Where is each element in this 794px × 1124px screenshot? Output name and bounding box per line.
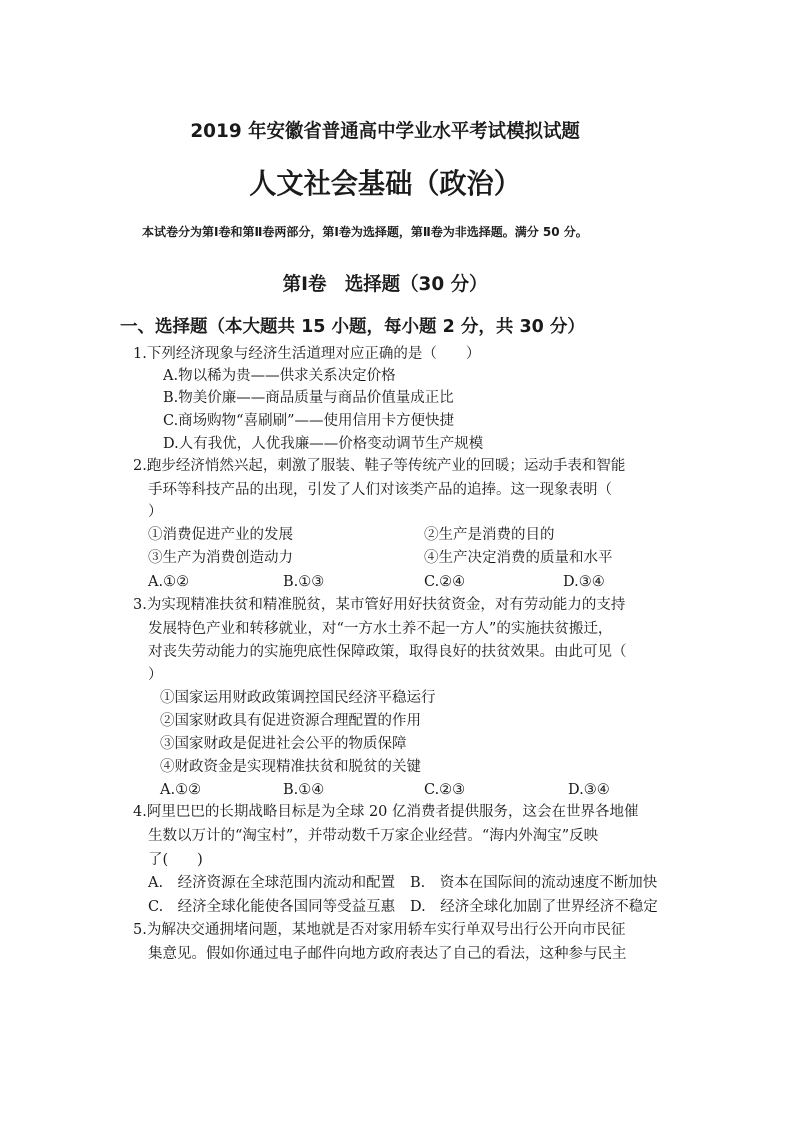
part-heading: 一、选择题（本大题共 15 小题，每小题 2 分，共 30 分） [120, 317, 585, 337]
question-2-option-d: D.③④ [563, 574, 605, 590]
question-4-option-b: B. 资本在国际间的流动速度不断加快 [410, 875, 658, 891]
question-5-stem-line-2: 集意见。假如你通过电子邮件向地方政府表达了自己的看法，这种参与民主 [148, 946, 627, 962]
question-3-statement-2: ②国家财政具有促进资源合理配置的作用 [160, 713, 421, 729]
question-1-option-c: C.商场购物“喜刷刷”——使用信用卡方便快捷 [163, 413, 455, 429]
question-4-stem-line-1: 4.阿里巴巴的长期战略目标是为全球 20 亿消费者提供服务，这会在世界各地催 [133, 804, 639, 820]
question-4-option-d: D. 经济全球化加剧了世界经济不稳定 [410, 899, 658, 915]
question-2-statement-2: ②生产是消费的目的 [424, 527, 555, 543]
question-2-option-a: A.①② [148, 574, 190, 590]
question-2-option-b: B.①③ [283, 574, 325, 590]
question-2-statement-1: ①消费促进产业的发展 [148, 527, 293, 543]
question-3-option-d: D.③④ [568, 782, 610, 798]
question-3-stem-line-3: 对丧失劳动能力的实施兜底性保障政策，取得良好的扶贫效果。由此可见（ [148, 644, 627, 660]
question-1-option-d: D.人有我优，人优我廉——价格变动调节生产规模 [163, 436, 484, 452]
question-2-option-c: C.②④ [424, 574, 466, 590]
question-4-stem-line-3: 了( ) [148, 852, 203, 868]
question-3-option-b: B.①④ [283, 782, 325, 798]
question-1-option-b: B.物美价廉——商品质量与商品价值量成正比 [163, 390, 454, 406]
question-3-statement-3: ③国家财政是促进社会公平的物质保障 [160, 736, 407, 752]
exam-subject: 人文社会基础（政治） [249, 167, 521, 200]
question-4-option-c: C. 经济全球化能使各国同等受益互惠 [148, 899, 396, 915]
question-2-stem-line-3: ） [148, 504, 163, 520]
question-2-stem-line-2: 手环等科技产品的出现，引发了人们对该类产品的追捧。这一现象表明（ [148, 482, 612, 498]
question-3-statement-4: ④财政资金是实现精准扶贫和脱贫的关键 [160, 759, 421, 775]
question-4-option-a: A. 经济资源在全球范围内流动和配置 [148, 875, 396, 891]
question-1-option-a: A.物以稀为贵——供求关系决定价格 [163, 368, 396, 384]
question-2-stem-line-1: 2.跑步经济悄然兴起，刺激了服装、鞋子等传统产业的回暖；运动手表和智能 [133, 458, 626, 474]
question-1-stem: 1.下列经济现象与经济生活道理对应正确的是（ ） [133, 346, 481, 362]
question-2-statement-4: ④生产决定消费的质量和水平 [424, 550, 613, 566]
exam-instructions: 本试卷分为第Ⅰ卷和第Ⅱ卷两部分，第Ⅰ卷为选择题，第Ⅱ卷为非选择题。满分 50 分。 [142, 225, 588, 239]
question-3-option-a: A.①② [160, 782, 202, 798]
question-3-statement-1: ①国家运用财政政策调控国民经济平稳运行 [160, 690, 436, 706]
question-3-stem-line-1: 3.为实现精准扶贫和精准脱贫，某市管好用好扶贫资金，对有劳动能力的支持 [133, 597, 626, 613]
question-2-statement-3: ③生产为消费创造动力 [148, 550, 293, 566]
question-3-stem-line-2: 发展特色产业和转移就业，对“一方水土养不起一方人”的实施扶贫搬迁， [148, 621, 613, 637]
question-4-stem-line-2: 生数以万计的“淘宝村”，并带动数千万家企业经营。“海内外淘宝”反映 [148, 828, 599, 844]
question-3-option-c: C.②③ [424, 782, 466, 798]
question-3-stem-line-4: ） [148, 667, 163, 683]
exam-title: 2019 年安徽省普通高中学业水平考试模拟试题 [190, 120, 580, 142]
section-title: 第Ⅰ卷 选择题（30 分） [282, 273, 488, 295]
question-5-stem-line-1: 5.为解决交通拥堵问题，某地就是否对家用轿车实行单双号出行公开向市民征 [133, 922, 626, 938]
